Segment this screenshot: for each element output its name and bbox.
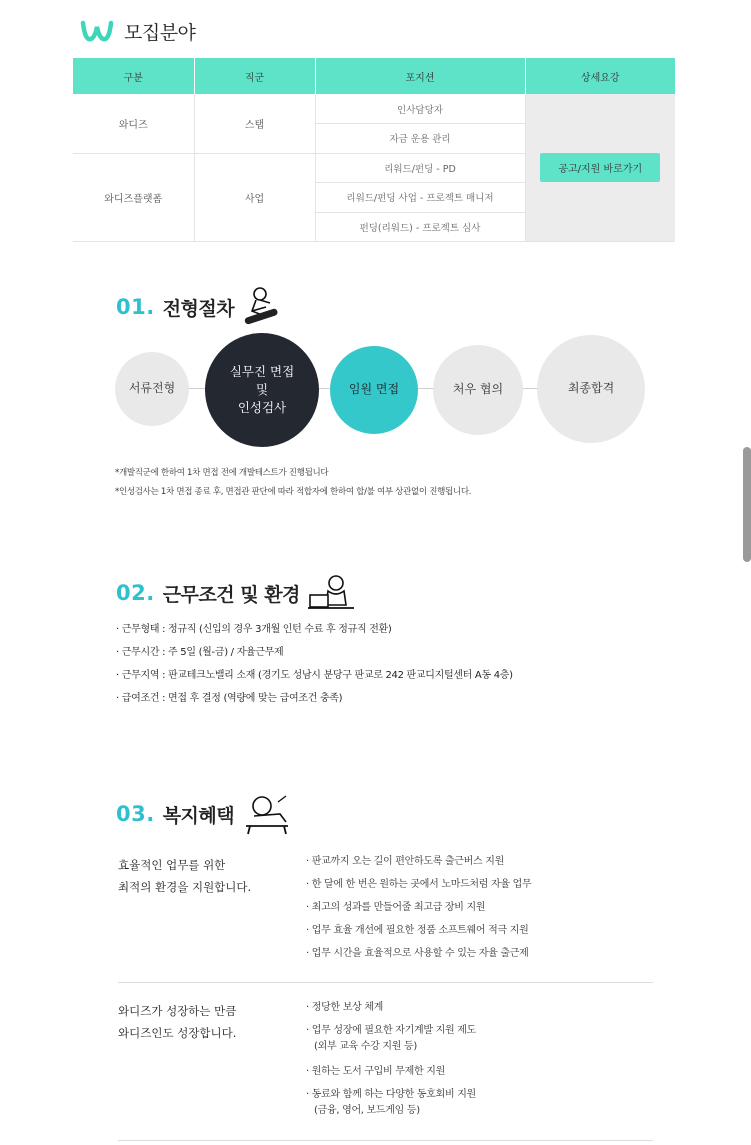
list-item: · 업무 성장에 필요한 자기계발 지원 제도 (외부 교육 수강 지원 등) (306, 1025, 476, 1052)
benefit-lead: 효율적인 업무를 위한 최적의 환경을 지원합니다. (118, 858, 252, 894)
conditions-list (116, 620, 513, 712)
process-title: 전형절차 (162, 297, 235, 320)
list-item: · 업무 시간을 효율적으로 사용할 수 있는 자율 출근제 (306, 948, 529, 959)
benefits-title: 복지혜택 (162, 804, 235, 827)
conditions-header (116, 573, 356, 613)
list-item: · 원하는 도서 구입비 무제한 지원 (306, 1066, 445, 1077)
list-item: · 근무형태 : 정규직 (신입의 경우 3개월 인턴 수료 후 정규직 전환) (116, 624, 392, 635)
snowboarder-doodle-icon (240, 285, 282, 329)
relaxing-person-doodle-icon (240, 792, 292, 836)
benefit-group-growth (118, 1000, 653, 1125)
list-item: · 한 달에 한 번은 원하는 곳에서 노마드처럼 자율 업무 (306, 879, 532, 890)
step-circle-3: 임원 면접 (330, 346, 418, 434)
desk-worker-doodle-icon (306, 573, 356, 613)
step-circle-1: 서류전형 (115, 352, 189, 426)
position-cell: 리워드/펀딩 사업 - 프로젝트 매니저 (315, 183, 525, 213)
list-item: · 최고의 성과를 만들어줄 최고급 장비 지원 (306, 902, 486, 913)
process-header (116, 285, 282, 329)
conditions-title: 근무조건 및 환경 (162, 583, 300, 606)
header-job: 직군 (194, 58, 315, 94)
list-item: · 근무시간 : 주 5일 (월-금) / 자율근무제 (116, 647, 284, 658)
recruit-title: 모집분야 (124, 22, 196, 44)
division-cell: 와디즈 (73, 94, 194, 153)
recruit-table (73, 58, 675, 242)
benefits-header (116, 792, 292, 836)
table-row (73, 94, 675, 124)
list-item: · 업무 효율 개선에 필요한 정품 소프트웨어 적극 지원 (306, 925, 529, 936)
wadiz-logo-icon (80, 19, 114, 45)
position-cell: 자금 운용 관리 (315, 124, 525, 154)
job-cell: 스탭 (194, 94, 315, 153)
job-cell: 사업 (194, 153, 315, 242)
position-cell: 인사담당자 (315, 94, 525, 124)
benefit-group-environment (118, 854, 653, 969)
step-circle-2: 실무진 면접 및 인성검사 (205, 333, 319, 447)
benefit-divider (118, 982, 653, 983)
benefit-divider (118, 1140, 653, 1141)
position-cell: 펀딩(리워드) - 프로젝트 심사 (315, 212, 525, 242)
benefit-list (306, 1000, 476, 1128)
process-note-1: *개발직군에 한하여 1차 면접 전에 개발테스트가 진행됩니다 (115, 468, 329, 478)
list-item: · 근무지역 : 판교테크노밸리 소재 (경기도 성남시 분당구 판교로 242 판교디지털센터 A동 4층) (116, 670, 513, 681)
scrollbar-thumb[interactable] (743, 447, 751, 562)
header-position: 포지션 (315, 58, 525, 94)
details-cell (525, 94, 675, 242)
list-item: · 정당한 보상 체계 (306, 1002, 384, 1013)
step-circle-4: 처우 협의 (433, 345, 523, 435)
list-item: · 급여조건 : 면접 후 결정 (역량에 맞는 급여조건 충족) (116, 693, 343, 704)
header-division: 구분 (73, 58, 194, 94)
position-cell: 리워드/펀딩 - PD (315, 153, 525, 183)
apply-button[interactable]: 공고/지원 바로가기 (540, 153, 660, 182)
recruit-section-header (80, 18, 195, 45)
conditions-number: 02. (116, 581, 155, 605)
benefits-number: 03. (116, 802, 155, 826)
step-circle-5: 최종합격 (537, 335, 645, 443)
benefit-lead: 와디즈가 성장하는 만큼 와디즈인도 성장합니다. (118, 1004, 237, 1040)
process-note-2: *인성검사는 1차 면접 종료 후, 면접관 판단에 따라 적합자에 한하여 합/불 여부 상관없이 진행됩니다. (115, 487, 472, 497)
list-item: · 동료와 함께 하는 다양한 동호회비 지원 (금융, 영어, 보드게임 등) (306, 1089, 476, 1116)
list-item: · 판교까지 오는 길이 편안하도록 출근버스 지원 (306, 856, 504, 867)
benefit-list (306, 854, 531, 969)
header-details: 상세요강 (525, 58, 675, 94)
division-cell: 와디즈플랫폼 (73, 153, 194, 242)
process-number: 01. (116, 295, 155, 319)
